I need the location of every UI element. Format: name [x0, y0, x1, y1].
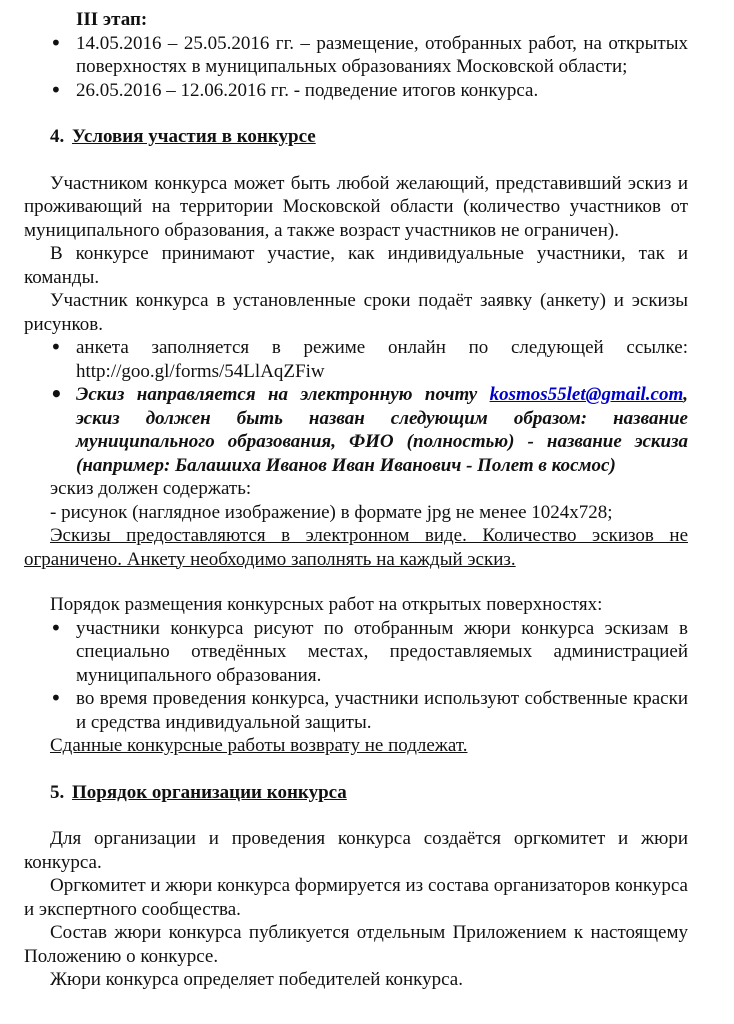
- paragraph: Для организации и проведения конкурса создаётся оргкомитет и жюри конкурса.: [24, 828, 688, 873]
- paragraph: Участником конкурса может быть любой желающий, представивший эскиз и проживающий на территории Московской области (количество участников от муниципального образования, а также возраст участников не ограничен).: [24, 172, 688, 241]
- placement-list: [24, 617, 688, 735]
- stage-3-title: III этап:: [76, 9, 148, 30]
- paragraph: Участник конкурса в установленные сроки подаёт заявку (анкету) и эскизы рисунков.: [24, 290, 688, 335]
- section-4-heading: [24, 125, 688, 149]
- placement-intro: Порядок размещения конкурсных работ на открытых поверхностях:: [50, 594, 603, 615]
- email-instruction: Эскиз направляется на электронную почту: [76, 384, 490, 405]
- electronic-submission-note: Эскизы предоставляются в электронном виде. Количество эскизов не ограничено. Анкету необходимо заполнять на каждый эскиз.: [24, 525, 688, 570]
- section-number: 4.: [50, 126, 65, 147]
- list-item-email: [24, 383, 688, 477]
- list-item: • 14.05.2016 – 25.05.2016 гг. – размещение, отобранных работ, на открытых поверхностях в муниципальных образованиях Московской области;: [24, 32, 688, 79]
- list-item: • анкета заполняется в режиме онлайн по следующей ссылке: http://goo.gl/forms/54LlAqZFiw: [24, 336, 688, 383]
- list-item: • 26.05.2016 – 12.06.2016 гг. - подведение итогов конкурса.: [24, 79, 688, 103]
- submission-list: [24, 336, 688, 477]
- list-item: • участники конкурса рисуют по отобранным жюри конкурса эскизам в специально отведённых местах, предоставляемых администрацией муниципального образования.: [24, 617, 688, 688]
- drawing-requirement: - рисунок (наглядное изображение) в формате jpg не менее 1024х728;: [50, 501, 613, 523]
- section-number: 5.: [50, 781, 65, 803]
- document-page: [24, 8, 688, 992]
- section-title: Условия участия в конкурсе: [72, 126, 316, 147]
- paragraph: В конкурсе принимают участие, как индивидуальные участники, так и команды.: [24, 243, 688, 288]
- list-item: • во время проведения конкурса, участники используют собственные краски и средства индивидуальной защиты.: [24, 687, 688, 734]
- paragraph: Состав жюри конкурса публикуется отдельным Приложением к настоящему Положению о конкурсе.: [24, 922, 688, 967]
- email-link[interactable]: kosmos55let@gmail.com: [489, 384, 684, 405]
- paragraph: Оргкомитет и жюри конкурса формируется из состава организаторов конкурса и экспертного сообщества.: [24, 875, 688, 920]
- section-5-heading: [24, 781, 688, 805]
- stage-3-list: [24, 32, 688, 103]
- paragraph: Жюри конкурса определяет победителей конкурса.: [50, 969, 463, 990]
- section-title: Порядок организации конкурса: [72, 781, 347, 803]
- sketch-requirements-label: эскиз должен содержать:: [50, 478, 252, 499]
- naming-instruction: , эскиз должен быть назван следующим образом: название муниципального образования, ФИО (полностью) - название эскиза (например: Балашиха Иванов Иван Иванович - Полет в космос): [76, 384, 688, 476]
- no-return-note: Сданные конкурсные работы возврату не подлежат.: [50, 735, 468, 756]
